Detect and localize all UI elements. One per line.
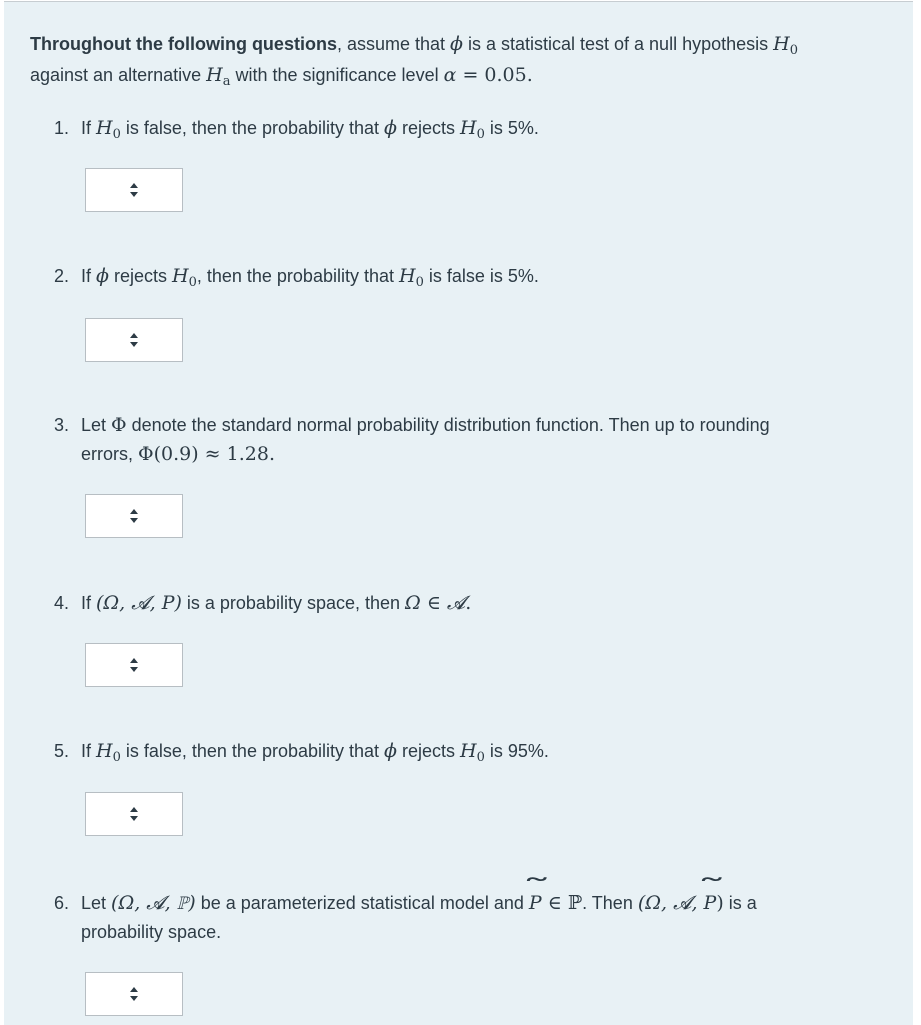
- intro-text: Throughout the following questions, assume that ϕ is a statistical test of a null hypothesis $H_0$ against an alternative $H_a$ with the significance level α = 0.05.: [30, 33, 798, 89]
- select-arrows-icon: [130, 807, 138, 821]
- answer-select-3[interactable]: [85, 494, 183, 538]
- question-6: 6. Let (Ω, 𝓐, ℙ) be a parameterized statistical model and ˜ P ∈ ℙ. Then (Ω, 𝓐, ˜ P) is a probability space.: [54, 889, 874, 947]
- question-5: 5. If $H_0$ is false, then the probability that ϕ rejects $H_0$ is 95%.: [54, 740, 549, 765]
- answer-select-6[interactable]: [85, 972, 183, 1016]
- question-3: 3. Let Φ denote the standard normal probability distribution function. Then up to rounding errors, Φ(0.9) ≈ 1.28.: [54, 414, 770, 465]
- intro-bold: Throughout the following questions: [30, 34, 337, 54]
- answer-select-1[interactable]: [85, 168, 183, 212]
- select-arrows-icon: [130, 987, 138, 1001]
- quiz-panel: [4, 1, 913, 1025]
- answer-select-5[interactable]: [85, 792, 183, 836]
- select-arrows-icon: [130, 509, 138, 523]
- question-1: 1. If $H_0$ is false, then the probability that ϕ rejects $H_0$ is 5%.: [54, 117, 539, 142]
- select-arrows-icon: [130, 333, 138, 347]
- select-arrows-icon: [130, 658, 138, 672]
- answer-select-4[interactable]: [85, 643, 183, 687]
- answer-select-2[interactable]: [85, 318, 183, 362]
- question-4: 4. If (Ω, 𝓐, P) is a probability space, then Ω ∈ 𝓐.: [54, 592, 472, 614]
- question-2: 2. If ϕ rejects $H_0$, then the probability that $H_0$ is false is 5%.: [54, 265, 539, 290]
- select-arrows-icon: [130, 183, 138, 197]
